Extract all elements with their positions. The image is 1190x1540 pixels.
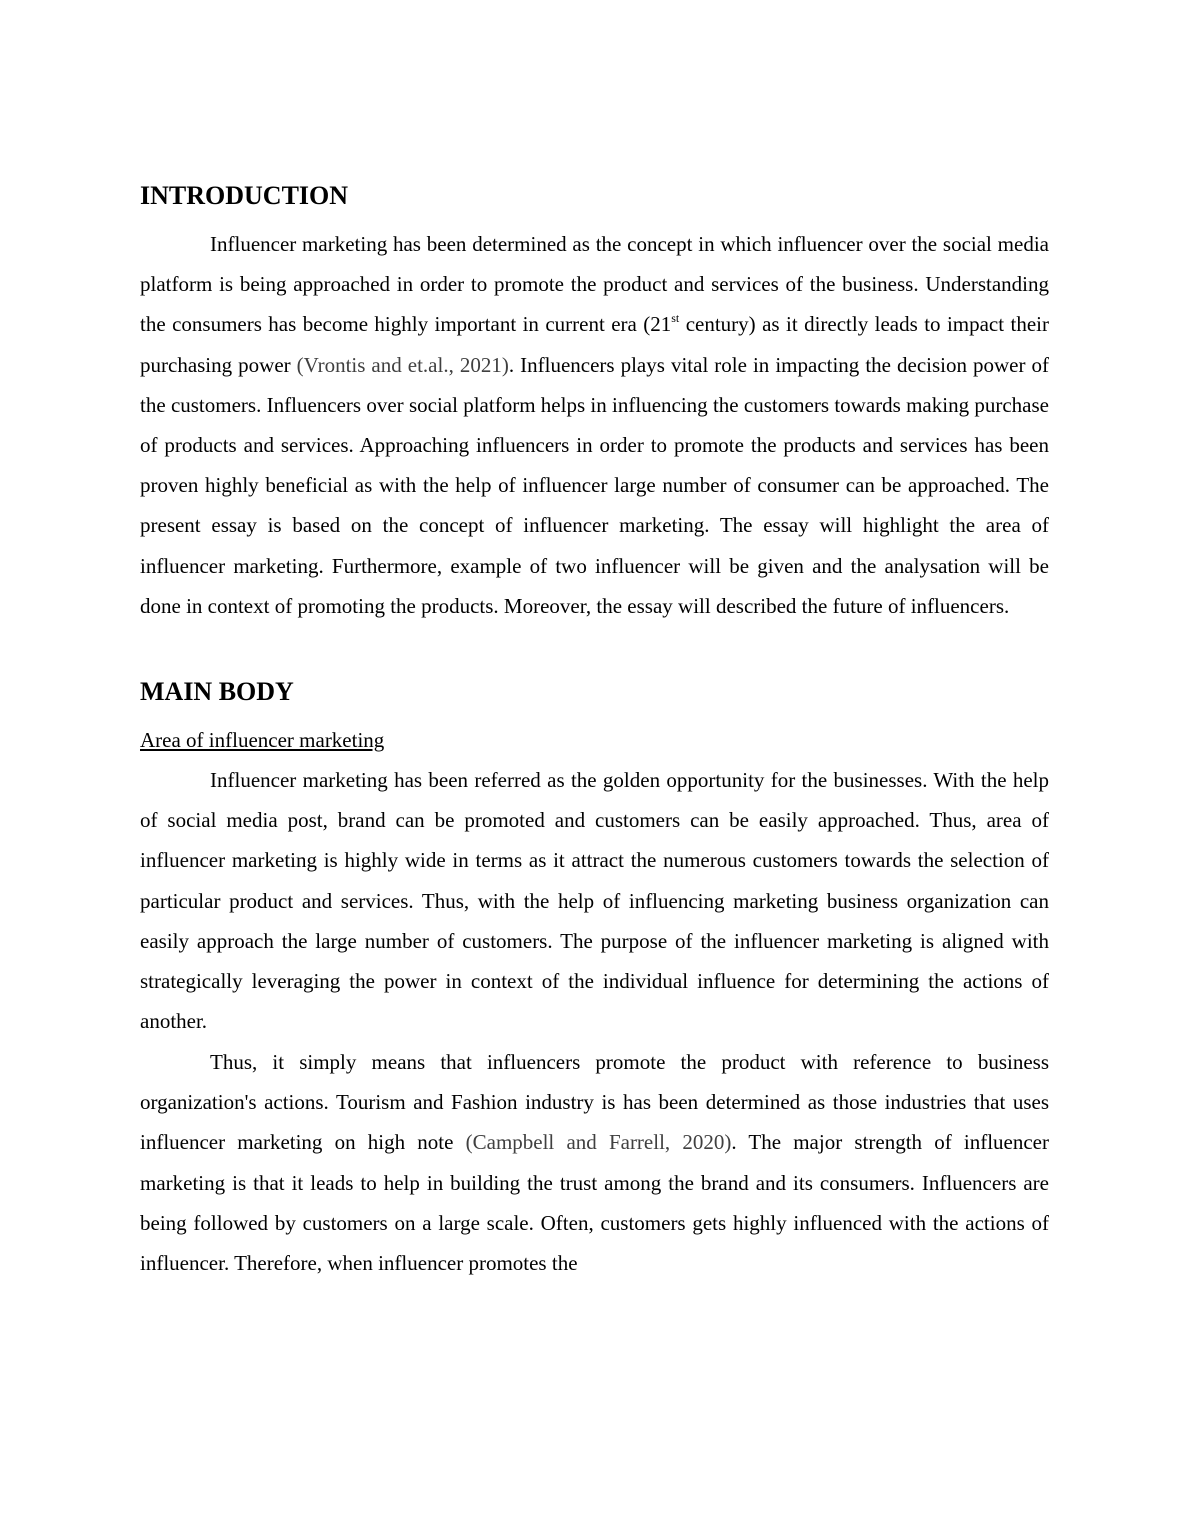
citation-vrontis: (Vrontis and et.al., 2021) <box>296 352 509 377</box>
superscript-st: st <box>671 311 680 326</box>
main-p2-text-part-2: . The major strength of influencer marketing is that it leads to help in building the trust among the brand and its consumers. Influencers are being followed by customers on a large scale. Often, customers gets highly influenced with the actions of influencer. Therefore, when influencer promotes the <box>140 1130 1049 1275</box>
main-p2-text-part-1: Thus, it simply means that influencers promote the product with reference to business organization's actions. Tourism and Fashion industry is has been determined as those industries that uses influencer marketing on high note <box>140 1049 1049 1155</box>
main-paragraph-1: Influencer marketing has been referred as the golden opportunity for the businesses. With the help of social media post, brand can be promoted and customers can be easily approached. Thus, area of influencer marketing is highly wide in terms as it attract the numerous customers towards the selection of particular product and services. Thus, with the help of influencing marketing business organization can easily approach the large number of customers. The purpose of the influencer marketing is aligned with strategically leveraging the power in context of the individual influence for determining the actions of another. <box>140 768 1049 1034</box>
main-paragraph-2 <box>140 1042 1049 1283</box>
intro-text-part-1: Influencer marketing has been determined as the concept in which influencer over the social media platform is being approached in order to promote the product and services of the business. Understanding the consumers has become highly important in current era (21 <box>140 232 1049 337</box>
citation-campbell: (Campbell and Farrell, 2020) <box>465 1130 732 1155</box>
intro-text-part-3: . Influencers plays vital role in impacting the decision power of the customers. Influencers over social platform helps in influencing the customers towards making purchase of products and services. Approaching influencers in order to promote the products and services has been proven highly beneficial as with the help of influencer large number of consumer can be approached. The present essay is based on the concept of influencer marketing. The essay will highlight the area of influencer marketing. Furthermore, example of two influencer will be given and the analysation will be done in context of promoting the products. Moreover, the essay will described the future of influencers. <box>140 352 1050 618</box>
area-subheading: Area of influencer marketing <box>140 728 385 753</box>
introduction-heading: INTRODUCTION <box>140 181 349 210</box>
main-body-heading: MAIN BODY <box>140 677 294 707</box>
document-page <box>140 178 1049 1283</box>
introduction-paragraph <box>140 224 1049 626</box>
intro-text-part-2: century) as it directly leads to impact their purchasing power <box>140 312 1049 377</box>
